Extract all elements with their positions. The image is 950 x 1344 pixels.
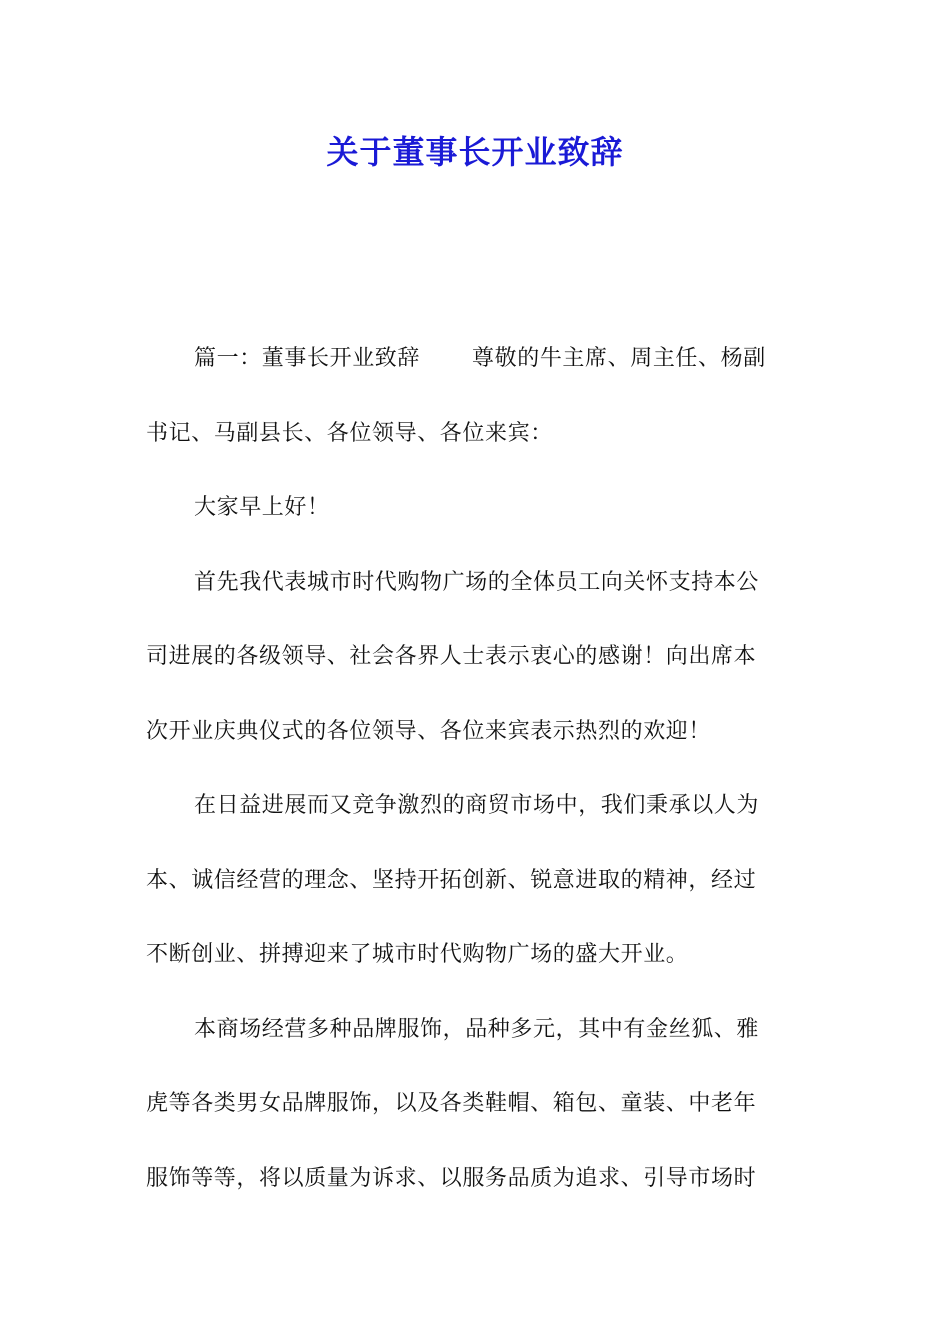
paragraph-line: 在日益进展而又竞争激烈的商贸市场中，我们秉承以人为	[194, 793, 760, 818]
document-body	[146, 335, 806, 1229]
paragraph-line: 服饰等等，将以质量为诉求、以服务品质为追求、引导市场时	[146, 1165, 757, 1191]
paragraph-line: 大家早上好！	[194, 495, 330, 520]
paragraph-line: 本、诚信经营的理念、坚持开拓创新、锐意进取的精神，经过	[146, 867, 757, 893]
paragraph-line: 司进展的各级领导、社会各界人士表示衷心的感谢！向出席本	[146, 644, 757, 669]
paragraph-line: 本商场经营多种品牌服饰，品种多元，其中有金丝狐、雅	[194, 1016, 760, 1042]
paragraph-line: 次开业庆典仪式的各位领导、各位来宾表示热烈的欢迎！	[146, 718, 712, 744]
document-title: 关于董事长开业致辞	[326, 133, 624, 171]
paragraph-line: 虎等各类男女品牌服饰，以及各类鞋帽、箱包、童装、中老年	[146, 1091, 757, 1116]
paragraph-line	[146, 335, 806, 410]
paragraph-line: 不断创业、拼搏迎来了城市时代购物广场的盛大开业。	[146, 942, 689, 967]
paragraph-line: 首先我代表城市时代购物广场的全体员工向关怀支持本公	[194, 569, 760, 595]
salutation-text: 尊敬的牛主席、周主任、杨副	[472, 346, 766, 371]
paragraph-line: 书记、马副县长、各位领导、各位来宾：	[146, 420, 553, 446]
section-heading: 篇一：董事长开业致辞	[194, 346, 421, 371]
